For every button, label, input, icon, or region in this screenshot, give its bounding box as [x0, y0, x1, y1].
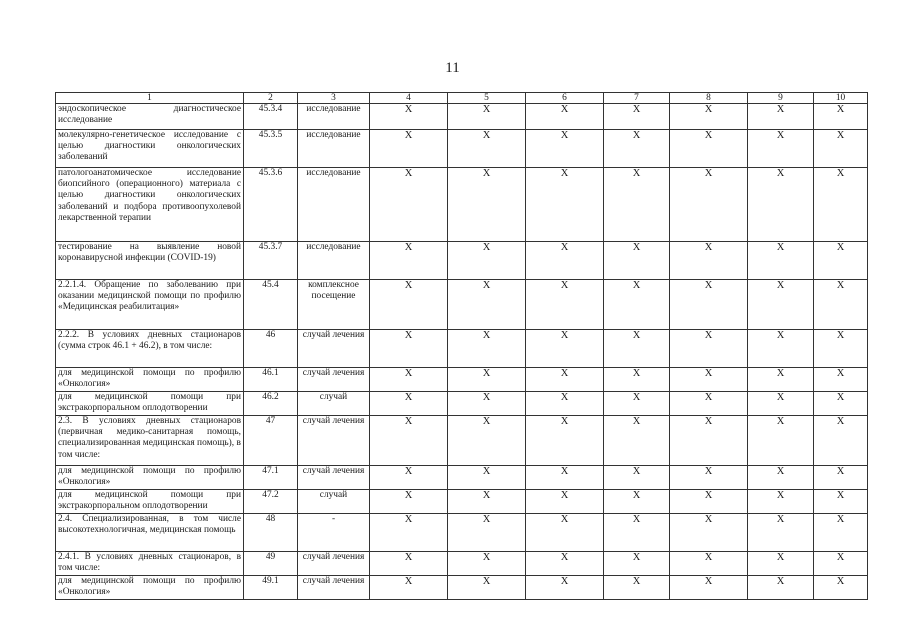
value-cell: X	[748, 104, 814, 130]
column-header: 8	[670, 93, 748, 104]
value-cell: X	[748, 490, 814, 514]
value-cell: X	[604, 330, 670, 368]
row-code-cell: 45.3.7	[244, 242, 298, 280]
value-cell: X	[814, 514, 868, 552]
value-cell: X	[604, 368, 670, 392]
table-row	[56, 104, 868, 130]
value-cell: X	[670, 576, 748, 600]
row-code-cell: 46.2	[244, 392, 298, 416]
row-unit-cell: исследование	[298, 130, 370, 168]
value-cell: X	[604, 552, 670, 576]
value-cell: X	[814, 280, 868, 330]
value-cell: X	[748, 514, 814, 552]
table-row	[56, 552, 868, 576]
value-cell: X	[670, 104, 748, 130]
row-code-cell: 45.3.4	[244, 104, 298, 130]
row-code-cell: 47.2	[244, 490, 298, 514]
row-name-cell: 2.4.1. В условиях дневных стационаров, в том числе:	[56, 552, 244, 576]
value-cell: X	[670, 168, 748, 242]
value-cell: X	[448, 104, 526, 130]
row-unit-cell: случай	[298, 490, 370, 514]
row-name-cell: для медицинской помощи при экстракорпоральном оплодотворении	[56, 392, 244, 416]
row-code-cell: 48	[244, 514, 298, 552]
row-unit-cell: случай лечения	[298, 576, 370, 600]
table-body	[56, 93, 868, 600]
value-cell: X	[448, 242, 526, 280]
value-cell: X	[670, 514, 748, 552]
value-cell: X	[670, 416, 748, 466]
value-cell: X	[448, 130, 526, 168]
value-cell: X	[448, 368, 526, 392]
value-cell: X	[526, 514, 604, 552]
value-cell: X	[748, 242, 814, 280]
value-cell: X	[604, 104, 670, 130]
column-header: 10	[814, 93, 868, 104]
row-name-cell: эндоскопическое диагностическое исследование	[56, 104, 244, 130]
table-row	[56, 280, 868, 330]
table-row	[56, 466, 868, 490]
row-code-cell: 46.1	[244, 368, 298, 392]
value-cell: X	[748, 368, 814, 392]
row-code-cell: 49	[244, 552, 298, 576]
value-cell: X	[370, 552, 448, 576]
table-row	[56, 368, 868, 392]
value-cell: X	[748, 392, 814, 416]
row-name-cell: 2.3. В условиях дневных стационаров (первичная медико-санитарная помощь, специализированная медицинская помощь), в том числе:	[56, 416, 244, 466]
value-cell: X	[448, 416, 526, 466]
value-cell: X	[526, 242, 604, 280]
row-code-cell: 47.1	[244, 466, 298, 490]
value-cell: X	[670, 280, 748, 330]
value-cell: X	[814, 242, 868, 280]
row-code-cell: 45.3.5	[244, 130, 298, 168]
row-name-cell: для медицинской помощи при экстракорпоральном оплодотворении	[56, 490, 244, 514]
value-cell: X	[814, 104, 868, 130]
row-code-cell: 45.4	[244, 280, 298, 330]
value-cell: X	[814, 552, 868, 576]
value-cell: X	[448, 392, 526, 416]
row-code-cell: 45.3.6	[244, 168, 298, 242]
value-cell: X	[670, 330, 748, 368]
row-name-cell: молекулярно-генетическое исследование с целью диагностики онкологических заболеваний	[56, 130, 244, 168]
table-row	[56, 330, 868, 368]
row-unit-cell: -	[298, 514, 370, 552]
column-header: 6	[526, 93, 604, 104]
table-row	[56, 490, 868, 514]
value-cell: X	[526, 368, 604, 392]
value-cell: X	[604, 576, 670, 600]
value-cell: X	[448, 168, 526, 242]
value-cell: X	[526, 280, 604, 330]
row-name-cell: тестирование на выявление новой коронавирусной инфекции (COVID-19)	[56, 242, 244, 280]
value-cell: X	[448, 330, 526, 368]
row-code-cell: 46	[244, 330, 298, 368]
row-name-cell: для медицинской помощи по профилю «Онкология»	[56, 368, 244, 392]
value-cell: X	[448, 490, 526, 514]
value-cell: X	[370, 416, 448, 466]
value-cell: X	[370, 576, 448, 600]
row-unit-cell: случай лечения	[298, 368, 370, 392]
value-cell: X	[670, 368, 748, 392]
value-cell: X	[604, 130, 670, 168]
value-cell: X	[370, 392, 448, 416]
page-number: 11	[445, 60, 460, 76]
header-row	[56, 93, 868, 104]
value-cell: X	[814, 392, 868, 416]
value-cell: X	[748, 330, 814, 368]
row-name-cell: для медицинской помощи по профилю «Онкология»	[56, 576, 244, 600]
column-header: 5	[448, 93, 526, 104]
table-row	[56, 576, 868, 600]
value-cell: X	[748, 552, 814, 576]
table-row	[56, 416, 868, 466]
value-cell: X	[370, 280, 448, 330]
value-cell: X	[814, 130, 868, 168]
value-cell: X	[526, 490, 604, 514]
row-name-cell: для медицинской помощи по профилю «Онкология»	[56, 466, 244, 490]
row-unit-cell: комплексное посещение	[298, 280, 370, 330]
column-header: 2	[244, 93, 298, 104]
row-unit-cell: случай лечения	[298, 416, 370, 466]
value-cell: X	[526, 552, 604, 576]
value-cell: X	[604, 280, 670, 330]
value-cell: X	[448, 514, 526, 552]
value-cell: X	[748, 280, 814, 330]
value-cell: X	[814, 466, 868, 490]
row-unit-cell: исследование	[298, 168, 370, 242]
value-cell: X	[814, 416, 868, 466]
value-cell: X	[670, 552, 748, 576]
row-unit-cell: исследование	[298, 242, 370, 280]
value-cell: X	[526, 466, 604, 490]
value-cell: X	[604, 514, 670, 552]
row-name-cell: 2.4. Специализированная, в том числе высокотехнологичная, медицинская помощь	[56, 514, 244, 552]
value-cell: X	[370, 490, 448, 514]
value-cell: X	[748, 416, 814, 466]
data-table	[55, 92, 868, 600]
value-cell: X	[670, 130, 748, 168]
table-row	[56, 392, 868, 416]
column-header: 3	[298, 93, 370, 104]
row-unit-cell: случай лечения	[298, 466, 370, 490]
value-cell: X	[448, 280, 526, 330]
value-cell: X	[526, 130, 604, 168]
value-cell: X	[370, 130, 448, 168]
value-cell: X	[748, 576, 814, 600]
value-cell: X	[604, 416, 670, 466]
value-cell: X	[526, 416, 604, 466]
value-cell: X	[670, 466, 748, 490]
value-cell: X	[814, 368, 868, 392]
row-unit-cell: исследование	[298, 104, 370, 130]
value-cell: X	[370, 514, 448, 552]
value-cell: X	[748, 130, 814, 168]
column-header: 7	[604, 93, 670, 104]
value-cell: X	[604, 242, 670, 280]
value-cell: X	[448, 552, 526, 576]
row-unit-cell: случай	[298, 392, 370, 416]
value-cell: X	[604, 392, 670, 416]
value-cell: X	[670, 242, 748, 280]
value-cell: X	[814, 168, 868, 242]
value-cell: X	[670, 490, 748, 514]
table-row	[56, 514, 868, 552]
value-cell: X	[370, 104, 448, 130]
value-cell: X	[604, 490, 670, 514]
value-cell: X	[370, 330, 448, 368]
value-cell: X	[526, 168, 604, 242]
column-header: 9	[748, 93, 814, 104]
row-code-cell: 47	[244, 416, 298, 466]
value-cell: X	[526, 330, 604, 368]
value-cell: X	[448, 576, 526, 600]
value-cell: X	[526, 104, 604, 130]
value-cell: X	[814, 576, 868, 600]
value-cell: X	[526, 576, 604, 600]
row-name-cell: 2.2.1.4. Обращение по заболеванию при оказании медицинской помощи по профилю «Медицинская реабилитация»	[56, 280, 244, 330]
row-code-cell: 49.1	[244, 576, 298, 600]
value-cell: X	[748, 168, 814, 242]
row-unit-cell: случай лечения	[298, 552, 370, 576]
row-unit-cell: случай лечения	[298, 330, 370, 368]
value-cell: X	[814, 490, 868, 514]
value-cell: X	[604, 466, 670, 490]
column-header: 1	[56, 93, 244, 104]
value-cell: X	[814, 330, 868, 368]
value-cell: X	[448, 466, 526, 490]
table-row	[56, 130, 868, 168]
value-cell: X	[604, 168, 670, 242]
column-header: 4	[370, 93, 448, 104]
row-name-cell: патологоанатомическое исследование биопсийного (операционного) материала с целью диагностики онкологических заболеваний и подбора противоопухолевой лекарственной терапии	[56, 168, 244, 242]
value-cell: X	[370, 368, 448, 392]
value-cell: X	[526, 392, 604, 416]
row-name-cell: 2.2.2. В условиях дневных стационаров (сумма строк 46.1 + 46.2), в том числе:	[56, 330, 244, 368]
value-cell: X	[370, 466, 448, 490]
value-cell: X	[748, 466, 814, 490]
value-cell: X	[670, 392, 748, 416]
table-row	[56, 242, 868, 280]
value-cell: X	[370, 242, 448, 280]
value-cell: X	[370, 168, 448, 242]
table-row	[56, 168, 868, 242]
